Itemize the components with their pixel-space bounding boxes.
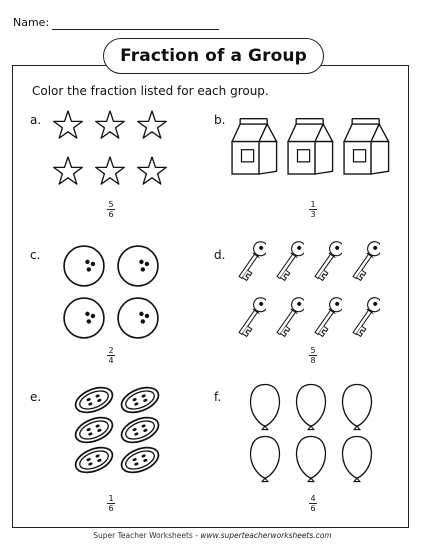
problem-f-letter: f. <box>214 390 222 404</box>
balloon-icon[interactable] <box>297 437 326 482</box>
star-icon[interactable] <box>138 157 167 184</box>
milk-carton-icon[interactable] <box>344 119 389 174</box>
footer-brand: Super Teacher Worksheets <box>93 531 193 540</box>
key-icon[interactable] <box>311 295 347 337</box>
bowling-ball-icon[interactable] <box>118 298 158 338</box>
fraction-denominator: 3 <box>310 210 316 219</box>
fraction-d <box>303 346 323 365</box>
balloon-icon[interactable] <box>297 385 326 430</box>
problem-c-letter: c. <box>30 248 41 262</box>
fraction-denominator: 8 <box>310 356 316 365</box>
fraction-f <box>303 494 323 513</box>
star-group <box>48 106 178 196</box>
star-icon[interactable] <box>96 157 125 184</box>
problem-a-letter: a. <box>30 113 42 127</box>
balloon-icon[interactable] <box>343 385 372 430</box>
fraction-numerator: 1 <box>310 200 316 209</box>
balloon-group <box>243 382 383 486</box>
instruction-text: Color the fraction listed for each group. <box>32 84 269 98</box>
key-icon[interactable] <box>273 239 309 281</box>
bowling-ball-icon[interactable] <box>64 298 104 338</box>
name-field[interactable] <box>52 29 219 30</box>
fraction-denominator: 6 <box>108 504 114 513</box>
star-icon[interactable] <box>96 111 125 138</box>
milk-carton-icon[interactable] <box>232 119 277 174</box>
fraction-a <box>101 200 121 219</box>
footer-separator: - <box>192 531 201 540</box>
fraction-e <box>101 494 121 513</box>
balloon-icon[interactable] <box>343 437 372 482</box>
key-icon[interactable] <box>235 239 271 281</box>
footer <box>0 531 425 540</box>
fraction-denominator: 4 <box>108 356 114 365</box>
key-icon[interactable] <box>349 239 385 281</box>
key-group <box>238 232 398 352</box>
key-icon[interactable] <box>235 295 271 337</box>
key-icon[interactable] <box>311 239 347 281</box>
button-icon[interactable] <box>118 443 162 477</box>
problem-e-letter: e. <box>30 390 42 404</box>
fraction-numerator: 5 <box>108 200 114 209</box>
button-icon[interactable] <box>72 413 116 447</box>
balloon-icon[interactable] <box>251 385 280 430</box>
fraction-b <box>303 200 323 219</box>
problem-d-letter: d. <box>214 248 226 262</box>
problem-b-letter: b. <box>214 113 226 127</box>
fraction-numerator: 1 <box>108 494 114 503</box>
fraction-denominator: 6 <box>108 210 114 219</box>
milk-carton-group <box>228 117 398 183</box>
button-icon[interactable] <box>118 413 162 447</box>
bowling-ball-icon[interactable] <box>118 246 158 286</box>
button-group <box>70 384 170 480</box>
star-icon[interactable] <box>54 111 83 138</box>
key-icon[interactable] <box>273 295 309 337</box>
balloon-icon[interactable] <box>251 437 280 482</box>
bowling-ball-group <box>60 240 170 350</box>
name-label: Name: <box>13 16 50 29</box>
star-icon[interactable] <box>138 111 167 138</box>
page-title: Fraction of a Group <box>103 38 324 74</box>
fraction-c <box>101 346 121 365</box>
footer-link[interactable]: www.superteacherworksheets.com <box>200 531 332 540</box>
star-icon[interactable] <box>54 157 83 184</box>
key-icon[interactable] <box>349 295 385 337</box>
bowling-ball-icon[interactable] <box>64 246 104 286</box>
button-icon[interactable] <box>72 383 116 417</box>
button-icon[interactable] <box>118 383 162 417</box>
fraction-numerator: 5 <box>310 346 316 355</box>
button-icon[interactable] <box>72 443 116 477</box>
fraction-numerator: 4 <box>310 494 316 503</box>
fraction-numerator: 2 <box>108 346 114 355</box>
fraction-denominator: 6 <box>310 504 316 513</box>
milk-carton-icon[interactable] <box>288 119 333 174</box>
